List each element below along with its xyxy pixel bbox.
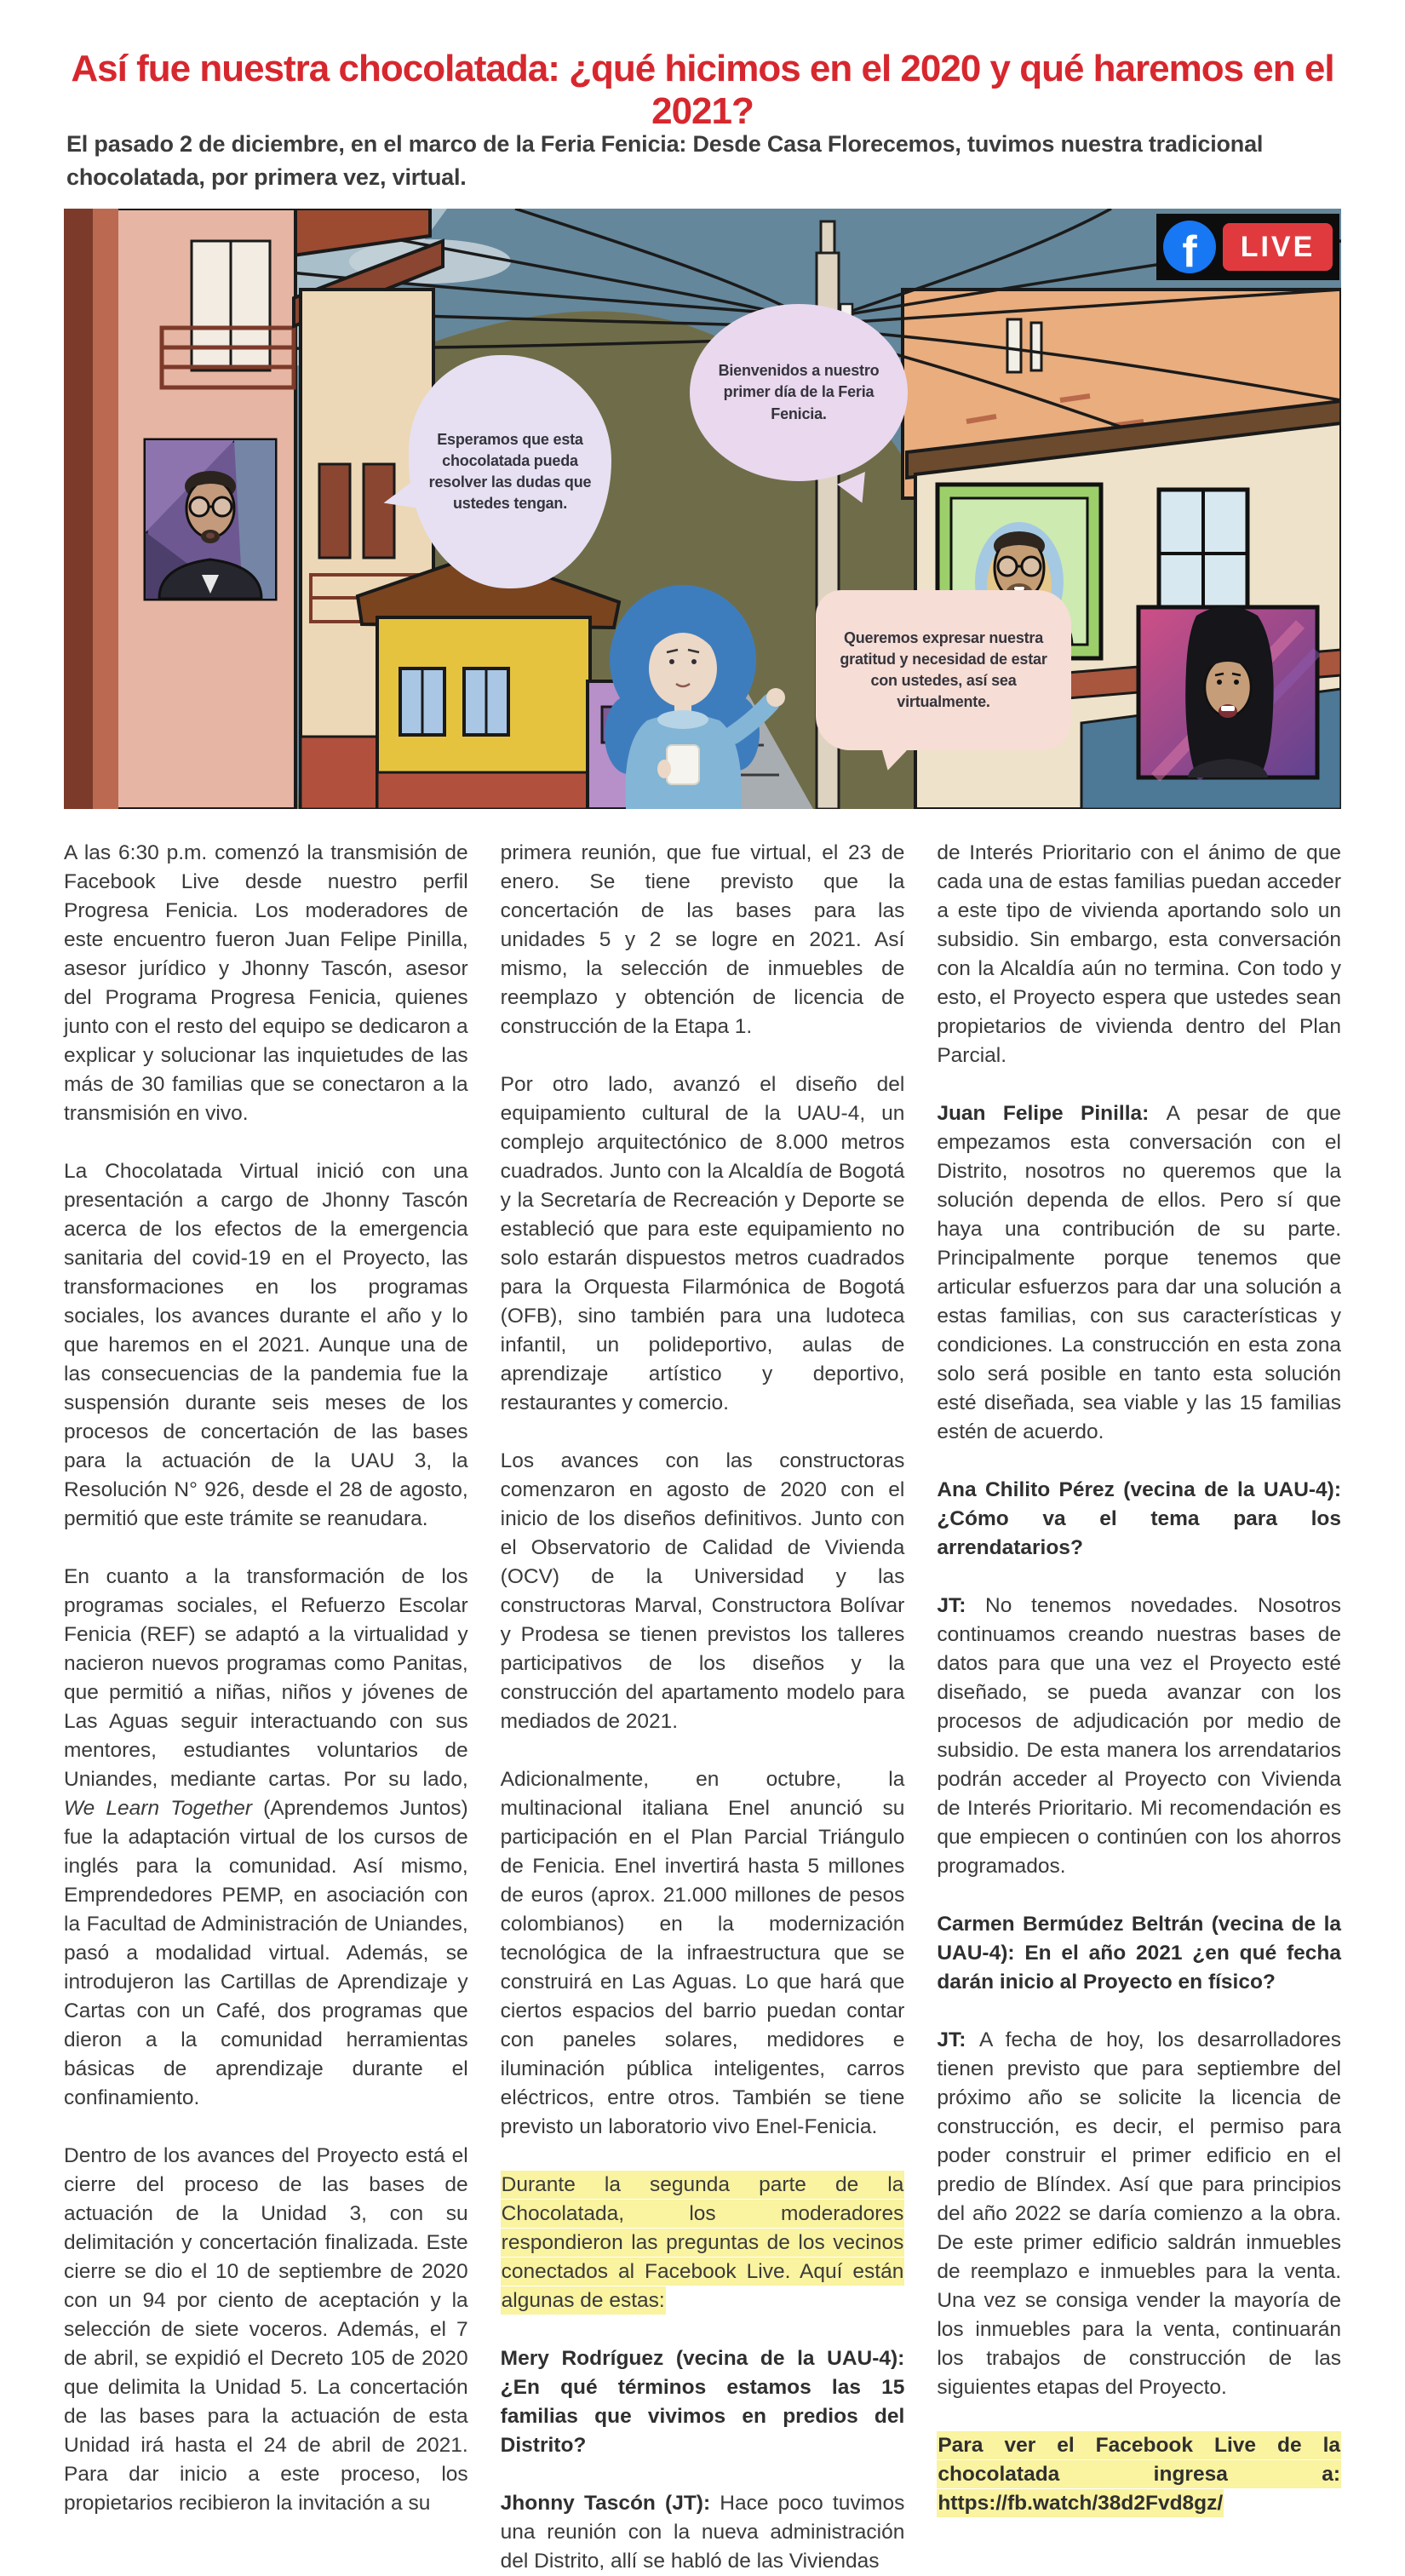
text-segment: Jhonny Tascón (JT): xyxy=(500,2492,720,2515)
text-segment: Para ver el Facebook Live de la chocolatada ingresa a: https://fb.watch/38d2Fvd8gz/ xyxy=(937,2431,1341,2517)
text-segment: Carmen Bermúdez Beltrán (vecina de la UAU-4): En el año 2021 ¿en qué fecha darán inicio al Proyecto en físico? xyxy=(937,1913,1342,1994)
street-scene-drawing xyxy=(64,209,1341,809)
text-segment: Juan Felipe Pinilla: xyxy=(937,1102,1167,1125)
text-segment: Hace poco tuvimos una reunión con la nueva administración del Distrito, allí se habló de las Viviendas xyxy=(500,2492,905,2573)
paragraph xyxy=(501,2344,905,2460)
yellow-house xyxy=(358,554,619,809)
text-segment: de Interés Prioritario con el ánimo de que cada una de estas familias puedan acceder a este tipo de vivienda aportando solo un subsidio. Sin embargo, esta conversación con la Alcaldía aún no termina. Con todo y esto, el Proyecto espera que ustedes sean propietarios de vivienda dentro del Plan Parcial. xyxy=(937,841,1342,1067)
page-title: Así fue nuestra chocolatada: ¿qué hicimos en el 2020 y qué haremos en el 2021? xyxy=(71,48,1334,132)
text-segment: A pesar de que empezamos esta conversación con el Distrito, nosotros no queremos que la solución dependa de ellos. Pero sí que haya una contribución de su parte. Principalmente porque tenemos que articular esfuerzos para dar una solución a estas familias, con sus características y condiciones. La construcción en esta zona solo será posible en tanto esta solución esté diseñada, sea viable y las 15 familias estén de acuerdo. xyxy=(937,1102,1342,1443)
text-segment: Dentro de los avances del Proyecto está el cierre del proceso de las bases de actuación de la Unidad 3, con su delimitación y concertación finalizada. Este cierre se dio el 10 de septiembre de 2020 con un 94 por ciento de aceptación y la selección de siete voceros. Además, el 7 de abril, se expidió el Decreto 105 de 2020 que delimita la Unidad 5. La concertación de las bases para la actuación de esta Unidad irá hasta el 24 de abril de 2021. Para dar inicio a este proceso, los propietarios recibieron la invitación a su xyxy=(64,2144,468,2515)
column-2 xyxy=(500,839,905,2573)
text-segment: Durante la segunda parte de la Chocolatada, los moderadores respondieron las preguntas de los vecinos conectados al Facebook Live. Aquí están algunas de estas: xyxy=(501,2171,905,2315)
text-segment: No tenemos novedades. Nosotros continuamos creando nuestras bases de datos para que una vez el Proyecto esté diseñado, se pueda avanzar con los procesos de adjudicación por medio de subsidio. De esta manera los arrendatarios podrán acceder al Proyecto con Vivienda de Interés Prioritario. Mi recomendación es que empiecen o continúen con los ahorros programados. xyxy=(937,1594,1342,1878)
paragraph xyxy=(937,1910,1341,1997)
speech-bubble-text: Bienvenidos a nuestro primer día de la Feria Fenicia. xyxy=(718,362,880,422)
paragraph xyxy=(64,839,468,1128)
moderator-glasses xyxy=(190,497,209,516)
text-segment: Adicionalmente, en octubre, la multinacional italiana Enel anunció su participación en el Plan Parcial Triángulo de Fenicia. Enel invertirá hasta 5 millones de euros (aprox. 21.000 millones de pesos colombianos) en la modernización tecnológica de la infraestructura que se construirá en Las Aguas. Lo que hará que ciertos espacios del barrio puedan contar con paneles solares, medidores e iluminación pública inteligentes, carros eléctricos, entre otros. También se tiene previsto un laboratorio vivo Enel-Fenicia. xyxy=(500,1768,905,2138)
paragraph xyxy=(501,839,905,1041)
intro-paragraph: El pasado 2 de diciembre, en el marco de la Feria Fenicia: Desde Casa Florecemos, tuvimos nuestra tradicional chocolatada, por primera vez, virtual. xyxy=(66,131,1264,191)
paragraph xyxy=(501,1447,905,1736)
speaker-glasses xyxy=(998,557,1017,576)
paragraph xyxy=(937,1592,1341,1881)
text-segment: We Learn Together xyxy=(64,1797,253,1820)
text-segment: JT: xyxy=(937,1594,986,1617)
speech-bubble-text: Esperamos que esta chocolatada pueda resolver las dudas que ustedes tengan. xyxy=(428,430,592,513)
paragraph xyxy=(501,2489,905,2576)
paragraph xyxy=(64,1563,468,2113)
text-segment: primera reunión, que fue virtual, el 23 de enero. Se tiene previsto que la concertación de las bases para las unidades 5 y 2 se logre en 2021. Así mismo, la selección de inmuebles de reemplazo y obtención de licencia de construcción de la Etapa 1. xyxy=(500,841,905,1038)
text-segment: Los avances con las constructoras comenzaron en agosto de 2020 con el inicio de los diseños definitivos. Junto con el Observatorio de Calidad de Vivienda (OCV) de la Universidad y las constructoras Marval, Constructora Bolívar y Prodesa se tienen previstos los talleres participativos de los diseños y la construcción del apartamento modelo para mediados de 2021. xyxy=(500,1449,905,1733)
text-segment: La Chocolatada Virtual inició con una presentación a cargo de Jhonny Tascón acerca de los efectos de la emergencia sanitaria del covid-19 en el Proyecto, las transformaciones en los programas sociales, los avances durante el año y lo que haremos en el 2021. Aunque una de las consecuencias de la pandemia fue la suspensión durante seis meses de los procesos de concertación de las bases para la actuación de la UAU 3, la Resolución N° 926, desde el 28 de agosto, permitió que este trámite se reanudara. xyxy=(64,1160,468,1530)
paragraph xyxy=(937,1099,1341,1447)
text-segment: JT: xyxy=(937,2028,980,2051)
text-segment: Por otro lado, avanzó el diseño del equipamiento cultural de la UAU-4, un complejo arquitectónico de 8.000 metros cuadrados. Junto con la Alcaldía de Bogotá y la Secretaría de Recreación y Deporte se estableció que para este equipamiento no solo estarán dispuestos metros cuadrados para la Orquesta Filarmónica de Bogotá (OFB), sino también para una ludoteca infantil, un polideportivo, aulas de aprendizaje artístico y deportivo, restaurantes y comercio. xyxy=(500,1073,905,1414)
highlighted-paragraph xyxy=(937,2431,1341,2518)
column-3 xyxy=(937,839,1342,2515)
text-segment: A las 6:30 p.m. comenzó la transmisión de Facebook Live desde nuestro perfil Progresa Fenicia. Los moderadores de este encuentro fueron Juan Felipe Pinilla, asesor jurídico y Jhonny Tascón, asesor del Programa Progresa Fenicia, quienes junto con el resto del equipo se dedicaron a explicar y solucionar las inquietudes de las más de 30 familias que se conectaron a la transmisión en vivo. xyxy=(64,841,468,1125)
text-segment: Mery Rodríguez (vecina de la UAU-4): ¿En qué términos estamos las 15 familias que vivimos en predios del Distrito? xyxy=(500,2347,905,2457)
paragraph xyxy=(501,1070,905,1418)
speech-bubble-text: Queremos expresar nuestra gratitud y necesidad de estar con ustedes, así sea virtualmente. xyxy=(840,628,1047,711)
paragraph xyxy=(64,2142,468,2518)
paragraph xyxy=(937,1476,1341,1563)
moderator-video-screen xyxy=(146,440,275,599)
article-body xyxy=(64,839,1342,2573)
girl-hand xyxy=(766,688,785,707)
live-label: LIVE xyxy=(1223,223,1333,271)
paragraph xyxy=(937,839,1341,1070)
text-segment: Ana Chilito Pérez (vecina de la UAU-4): ¿Cómo va el tema para los arrendatarios? xyxy=(937,1478,1342,1559)
highlighted-paragraph xyxy=(501,2171,905,2315)
text-segment: En cuanto a la transformación de los programas sociales, el Refuerzo Escolar Fenicia (REF) se adaptó a la virtualidad y nacieron nuevos programas como Panitas, que permitió a niñas, niños y jóvenes de Las Aguas seguir interactuando con sus mentores, estudiantes voluntarios de Uniandes, mediante cartas. Por su lado, xyxy=(64,1565,468,1791)
text-segment: A fecha de hoy, los desarrolladores tienen previsto que para septiembre del próximo año se solicite la licencia de construcción, es decir, el permiso para poder construir el primer edificio en el predio de Blíndex. Así que para principios del año 2022 se daría comienzo a la obra. De este primer edificio saldrán inmuebles de reemplazo e inmuebles para la venta. Una vez se consiga vender la mayoría de los inmuebles para la venta, continuarán los trabajos de construcción de las siguientes etapas del Proyecto. xyxy=(937,2028,1342,2399)
speech-bubble-welcome xyxy=(690,304,908,481)
paragraph xyxy=(937,2026,1341,2402)
column-1 xyxy=(64,839,468,2515)
neighbor-video-screen xyxy=(1138,606,1317,777)
facebook-live-badge xyxy=(1156,214,1339,280)
speech-bubble-gratitude xyxy=(816,590,1071,750)
paragraph xyxy=(64,1157,468,1534)
paragraph xyxy=(501,1765,905,2142)
facebook-icon: f xyxy=(1163,221,1216,273)
cover-illustration xyxy=(64,209,1341,809)
text-segment: (Aprendemos Juntos) fue la adaptación virtual de los cursos de inglés para la comunidad. Así mismo, Emprendedores PEMP, en asociación con la Facultad de Administración de Uniandes, pasó a modalidad virtual. Además, se introdujeron las Cartillas de Aprendizaje y Cartas con un Café, dos programas que dieron a la comunidad herramientas básicas de aprendizaje durante el confinamiento. xyxy=(64,1797,468,2109)
girl-cup xyxy=(667,745,699,784)
